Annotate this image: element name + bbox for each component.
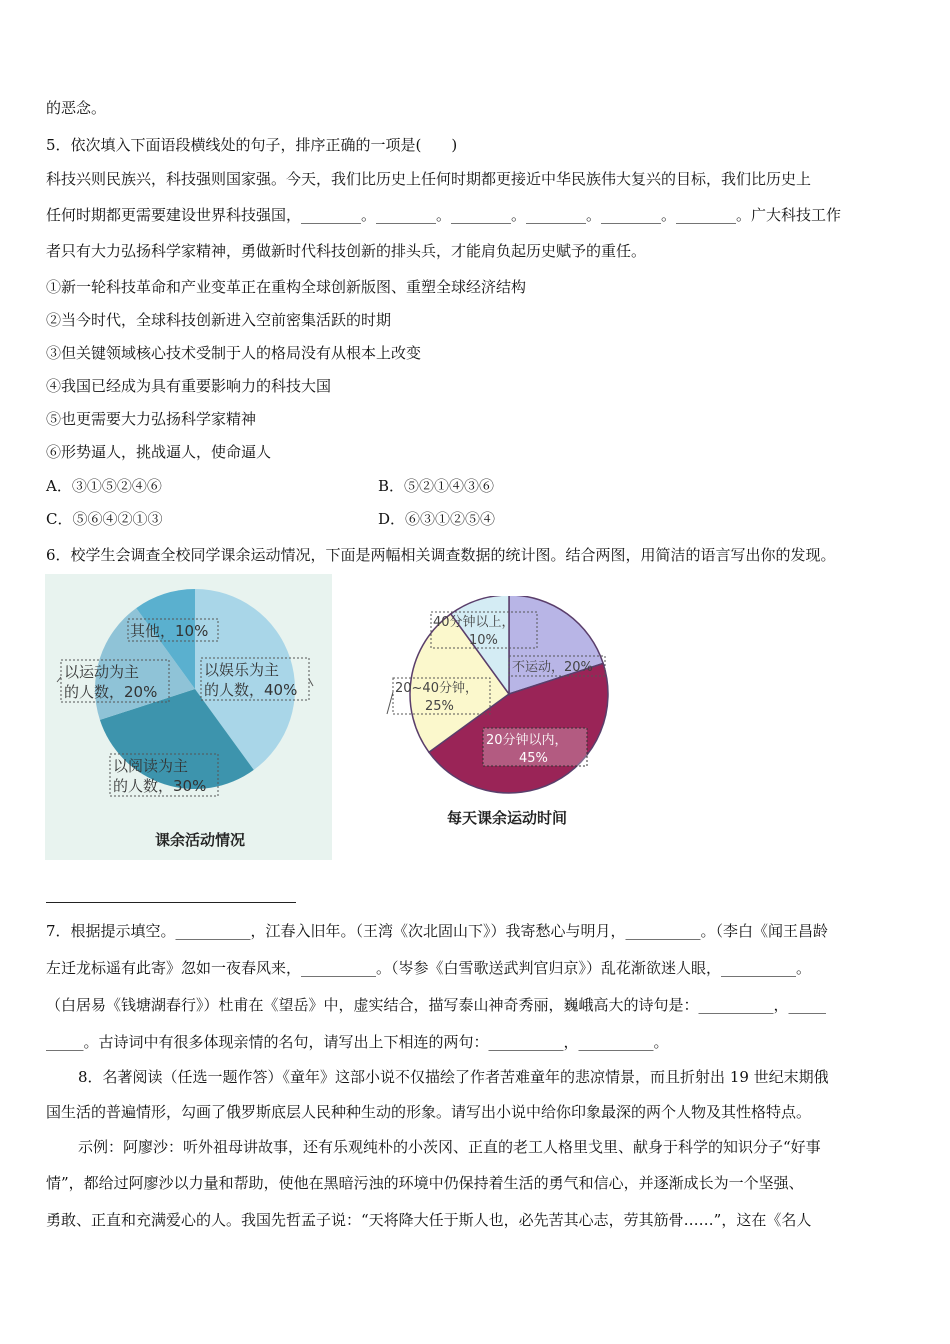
slice-label-within20: 20分钟以内， — [486, 733, 568, 748]
slice-label-20to40-pct: 25% — [425, 699, 454, 714]
slice-label-20to40: 20~40分钟， — [395, 681, 478, 696]
slice-label-over40: 40分钟以上， — [433, 615, 515, 630]
paragraph-line: 科技兴则民族兴，科技强则国家强。今天，我们比历史上任何时期都更接近中华民族伟大复兴的目标，我们比历史上 — [46, 170, 812, 188]
paragraph-line: 任何时期都更需要建设世界科技强国，________。________。________。________。________。________。广大科技工作 — [46, 206, 842, 224]
option-d: D．⑥③①②⑤④ — [378, 510, 496, 528]
option-b: B．⑤②①④③⑥ — [378, 477, 495, 495]
pie-chart-exercise-time — [385, 596, 625, 836]
slice-label-reading: 以阅读为主 — [113, 757, 189, 775]
slice-label-other: 其他，10% — [130, 622, 209, 640]
slice-label-sport-pct: 的人数，20% — [64, 683, 158, 701]
text-line: 的恶念。 — [46, 99, 107, 117]
sentence-1: ①新一轮科技革命和产业变革正在重构全球创新版图、重塑全球经济结构 — [46, 278, 527, 296]
slice-label-reading-pct: 的人数，30% — [113, 777, 207, 795]
question-7-line: （白居易《钱塘湖春行》）杜甫在《望岳》中，虚实结合，描写泰山神奇秀丽，巍峨高大的诗句是：__________，_____ — [46, 996, 827, 1014]
sentence-5: ⑤也更需要大力弘扬科学家精神 — [46, 410, 257, 428]
option-a: A．③①⑤②④⑥ — [46, 477, 162, 495]
question-7-line: 左迁龙标遥有此寄》忽如一夜春风来，__________。（岑参《白雪歌送武判官归京》）乱花渐欲迷人眼，__________。 — [46, 959, 812, 977]
slice-label-entertainment-pct: 的人数，40% — [204, 681, 298, 699]
sentence-2: ②当今时代，全球科技创新进入空前密集活跃的时期 — [46, 311, 392, 329]
question-5: 5．依次填入下面语段横线处的句子，排序正确的一项是( ) — [46, 136, 458, 154]
slice-label-none: 不运动，20% — [512, 660, 593, 675]
slice-label-over40-pct: 10% — [469, 633, 498, 648]
sentence-6: ⑥形势逼人，挑战逼人，使命逼人 — [46, 443, 272, 461]
paragraph-line: 者只有大力弘扬科学家精神，勇做新时代科技创新的排头兵，才能肩负起历史赋予的重任。 — [46, 242, 647, 260]
example-line: 示例：阿廖沙：听外祖母讲故事，还有乐观纯朴的小茨冈、正直的老工人格里戈里、献身于科学的知识分子“好事 — [78, 1138, 821, 1156]
question-8: 8．名著阅读（任选一题作答）《童年》这部小说不仅描绘了作者苦难童年的悲凉情景，而且折射出 19 世纪末期俄 — [78, 1068, 829, 1086]
pie-chart-activities — [45, 574, 332, 860]
question-8-line: 国生活的普遍情形，勾画了俄罗斯底层人民种种生动的形象。请写出小说中给你印象最深的两个人物及其性格特点。 — [46, 1103, 812, 1121]
example-line: 勇敢、正直和充满爱心的人。我国先哲孟子说：“天将降大任于斯人也，必先苦其心志，劳其筋骨……”，这在《名人 — [46, 1211, 812, 1229]
answer-line — [46, 902, 296, 903]
chart-title: 每天课余运动时间 — [446, 809, 568, 827]
question-7-line: _____。古诗词中有很多体现亲情的名句，请写出上下相连的两句：__________，__________。 — [46, 1033, 669, 1051]
leader-line — [387, 692, 393, 714]
chart-title: 课余活动情况 — [154, 831, 246, 849]
slice-label-sport: 以运动为主 — [64, 663, 140, 681]
question-7: 7．根据提示填空。__________，江春入旧年。（王湾《次北固山下》）我寄愁心与明月，__________。（李白《闻王昌龄 — [46, 922, 829, 940]
sentence-4: ④我国已经成为具有重要影响力的科技大国 — [46, 377, 332, 395]
question-6: 6．校学生会调查全校同学课余运动情况，下面是两幅相关调查数据的统计图。结合两图，用简洁的语言写出你的发现。 — [46, 546, 836, 564]
option-c: C．⑤⑥④②①③ — [46, 510, 163, 528]
sentence-3: ③但关键领域核心技术受制于人的格局没有从根本上改变 — [46, 344, 422, 362]
slice-label-entertainment: 以娱乐为主 — [204, 661, 280, 679]
slice-label-within20-pct: 45% — [519, 751, 548, 766]
example-line: 情”，都给过阿廖沙以力量和帮助，使他在黑暗污浊的环境中仍保持着生活的勇气和信心，并逐渐成长为一个坚强、 — [46, 1174, 804, 1192]
